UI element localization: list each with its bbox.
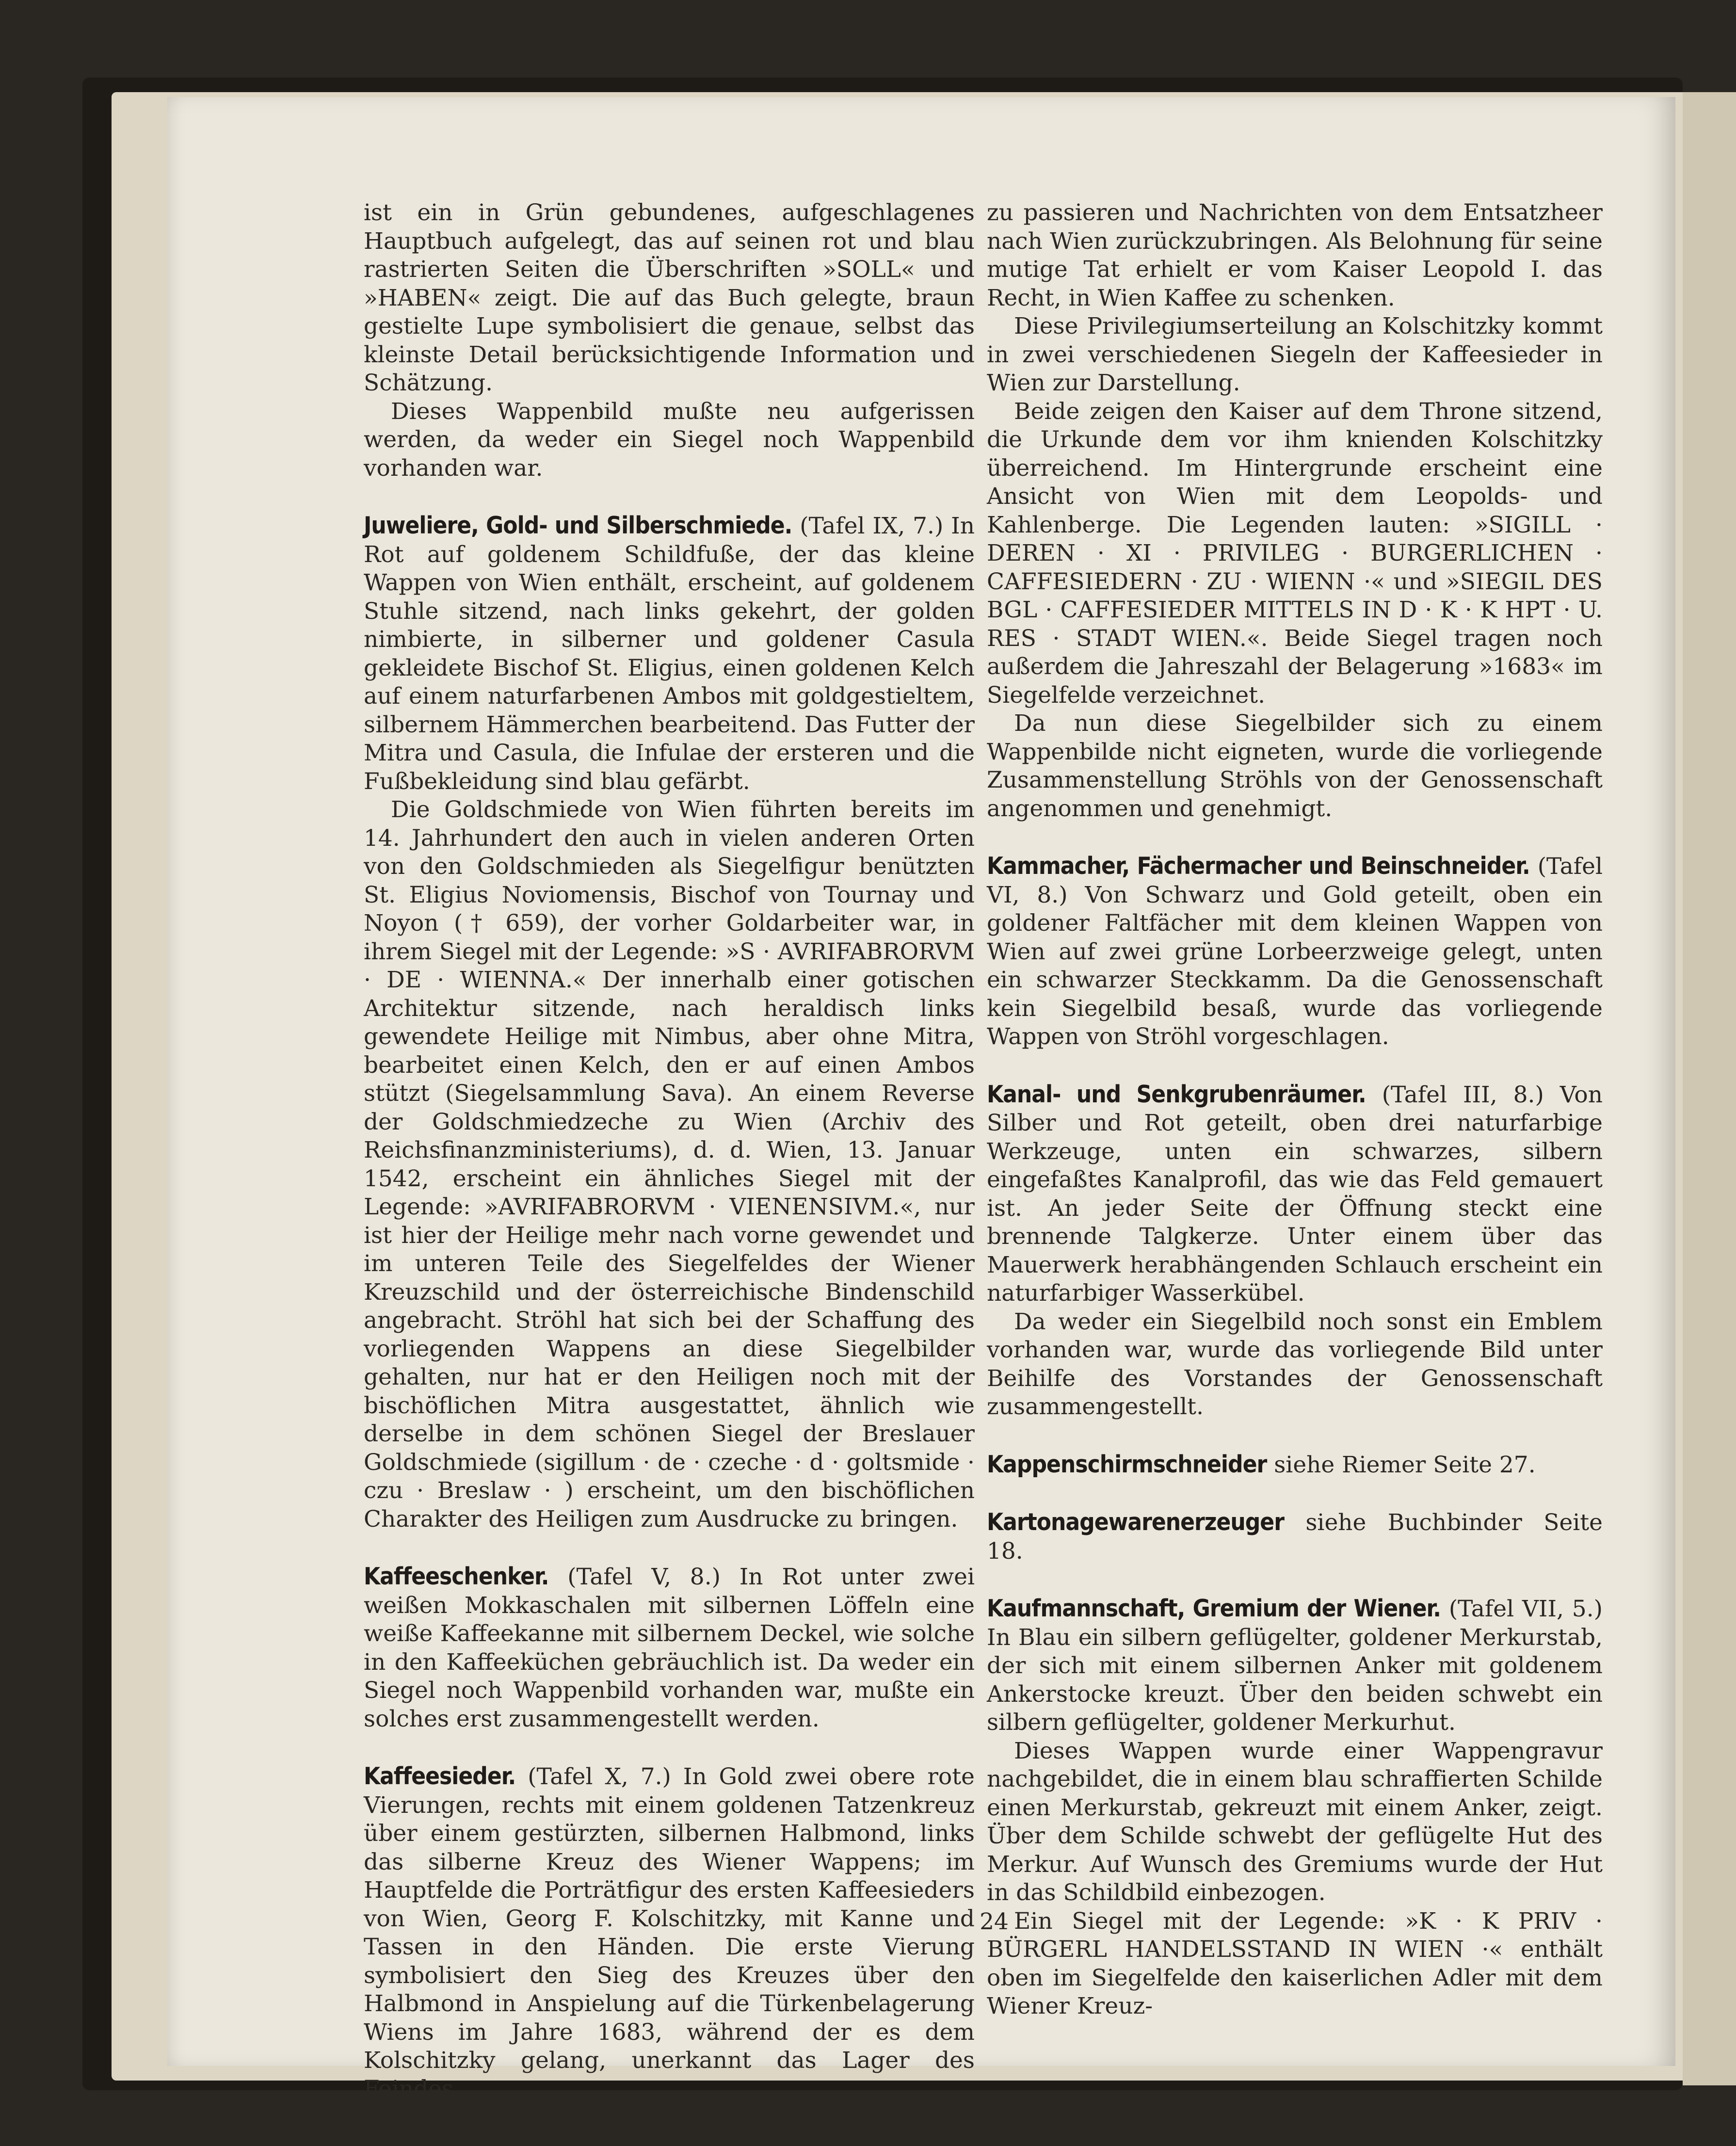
page-number: 24 bbox=[980, 1908, 1009, 1935]
section-gap bbox=[364, 1733, 975, 1762]
paragraph: Ein Siegel mit der Legende: »K · K PRIV · BÜRGERL HANDELSSTAND IN WIEN ·« enthält oben im Siegelfelde den kaiserlichen Adler mit dem Wiener Kreuz- bbox=[987, 1907, 1603, 2019]
paragraph: zu passieren und Nachrichten von dem Entsatzheer nach Wien zurückzubringen. Als Belohnung für seine mutige Tat erhielt er vom Kaiser Leopold I. das Recht, in Wien Kaffee zu schenken. bbox=[987, 199, 1603, 311]
entry-paragraph bbox=[364, 1563, 975, 1733]
section-gap bbox=[987, 1565, 1603, 1595]
entry-heading: Kanal- und Senkgrubenräumer. bbox=[987, 1080, 1366, 1108]
section-gap bbox=[987, 1421, 1603, 1451]
entry-text: siehe Buchbinder Seite 18. bbox=[987, 1509, 1603, 1565]
paragraph: Dieses Wappenbild mußte neu aufgerissen werden, da weder ein Siegel noch Wappenbild vorhanden war. bbox=[364, 398, 975, 482]
entry-heading: Kaufmannschaft, Gremium der Wiener. bbox=[987, 1595, 1441, 1622]
entry-paragraph bbox=[987, 1451, 1603, 1480]
book-gutter bbox=[1683, 92, 1736, 2085]
paragraph: Da nun diese Siegelbilder sich zu einem Wappenbilde nicht eigneten, wurde die vorliegende Zusammenstellung Ströhls von der Genossenschaft angenommen und genehmigt. bbox=[987, 710, 1603, 822]
paragraph: Diese Privilegiumserteilung an Kolschitzky kommt in zwei verschiedenen Siegeln der Kaffeesieder in Wien zur Darstellung. bbox=[987, 313, 1603, 396]
section-gap bbox=[987, 823, 1603, 852]
section-gap bbox=[364, 483, 975, 512]
entry-paragraph bbox=[987, 1081, 1603, 1308]
entry-heading: Kaffeesieder. bbox=[364, 1762, 516, 1790]
entry-paragraph bbox=[987, 1595, 1603, 1737]
section-gap bbox=[987, 1479, 1603, 1508]
entry-heading: Kaffeeschenker. bbox=[364, 1563, 549, 1590]
left-column bbox=[364, 199, 975, 2103]
entry-text: (Tafel X, 7.) In Gold zwei obere rote Vierungen, rechts mit einem goldenen Tatzenkreuz über einem gestürzten, silbernen Halbmond, links das silberne Kreuz des Wiener Wappens; im Hauptfelde die Porträtfigur des ersten Kaffeesieders von Wien, Georg F. Kolschitzky, mit Kanne und Tassen in den Händen. Die erste Vierung symbolisiert den Sieg des Kreuzes über den Halbmond in Anspielung auf die Türkenbelagerung Wiens im Jahre 1683, während der es dem Kolschitzky gelang, unerkannt das Lager des Feindes bbox=[364, 1763, 975, 2102]
right-column bbox=[987, 199, 1603, 2021]
entry-text: (Tafel V, 8.) In Rot unter zwei weißen Mokkaschalen mit silbernen Löffeln eine weiße Kaffeekanne mit silbernem Deckel, wie solche in den Kaffeeküchen gebräuchlich ist. Da weder ein Siegel noch Wappenbild vorhanden war, mußte ein solches erst zusammengestellt werden. bbox=[364, 1564, 975, 1732]
paragraph: Beide zeigen den Kaiser auf dem Throne sitzend, die Urkunde dem vor ihm knienden Kolschitzky überreichend. Im Hintergrunde erscheint eine Ansicht von Wien mit dem Leopolds- und Kahlenberge. Die Legenden lauten: »SIGILL · DEREN · XI · PRIVILEG · BURGERLICHEN · CAFFESIEDERN · ZU · WIENN ·« und »SIEGIL DES BGL · CAFFESIEDER MITTELS IN D · K · K HPT · U. RES · STADT WIEN.«. Beide Siegel tragen noch außerdem die Jahreszahl der Belagerung »1683« im Siegelfelde verzeichnet. bbox=[987, 398, 1603, 709]
entry-heading: Juweliere, Gold- und Silberschmiede. bbox=[364, 512, 792, 539]
entry-heading: Kartonagewarenerzeuger bbox=[987, 1508, 1284, 1536]
entry-text: (Tafel IX, 7.) In Rot auf goldenem Schildfuße, der das kleine Wappen von Wien enthält, erscheint, auf goldenem Stuhle sitzend, nach links gekehrt, der golden nimbierte, in silberner und goldener Casula gekleidete Bischof St. Eligius, einen goldenen Kelch auf einem naturfarbenen Ambos mit goldgestieltem, silbernem Hämmerchen bearbeitend. Das Futter der Mitra und Casula, die Infulae der ersteren und die Fußbekleidung sind blau gefärbt. bbox=[364, 513, 975, 795]
paragraph: Da weder ein Siegelbild noch sonst ein Emblem vorhanden war, wurde das vorliegende Bild unter Beihilfe des Vorstandes der Genossenschaft zusammengestellt. bbox=[987, 1308, 1603, 1420]
entry-paragraph bbox=[987, 852, 1603, 1051]
entry-text: (Tafel VI, 8.) Von Schwarz und Gold geteilt, oben ein goldener Faltfächer mit dem kleinen Wappen von Wien auf zwei grüne Lorbeerzweige gelegt, unten ein schwarzer Steckkamm. Da die Genossenschaft kein Siegelbild besaß, wurde das vorliegende Wappen von Ströhl vorgeschlagen. bbox=[987, 853, 1603, 1050]
paragraph: Dieses Wappen wurde einer Wappengravur nachgebildet, die in einem blau schraffierten Schilde einen Merkurstab, gekreuzt mit einem Anker, zeigt. Über dem Schilde schwebt der geflügelte Hut des Merkur. Auf Wunsch des Gremiums wurde der Hut in das Schildbild einbezogen. bbox=[987, 1737, 1603, 1906]
entry-paragraph bbox=[364, 1762, 975, 2103]
entry-heading: Kammacher, Fächermacher und Beinschneider. bbox=[987, 852, 1530, 880]
entry-text: (Tafel VII, 5.) In Blau ein silbern geflügelter, goldener Merkurstab, der sich mit einem silbernen Anker mit goldenem Ankerstocke kreuzt. Über den beiden schwebt ein silbern geflügelter, goldener Merkurhut. bbox=[987, 1596, 1603, 1736]
paragraph: ist ein in Grün gebundenes, aufgeschlagenes Hauptbuch aufgelegt, das auf seinen rot und blau rastrierten Seiten die Überschriften »SOLL« und »HABEN« zeigt. Die auf das Buch gelegte, braun gestielte Lupe symbolisiert die genaue, selbst das kleinste Detail berücksichtigende Information und Schätzung. bbox=[364, 199, 975, 396]
entry-text: (Tafel III, 8.) Von Silber und Rot geteilt, oben drei naturfarbige Werkzeuge, unten ein schwarzes, silbern eingefaßtes Kanalprofil, das wie das Feld gemauert ist. An jeder Seite der Öffnung steckt eine brennende Talgkerze. Unter einem über das Mauerwerk herabhängenden Schlauch erscheint ein naturfarbiger Wasserkübel. bbox=[987, 1081, 1603, 1307]
entry-heading: Kappenschirmschneider bbox=[987, 1450, 1267, 1478]
entry-text: siehe Riemer Seite 27. bbox=[1267, 1451, 1536, 1478]
section-gap bbox=[364, 1533, 975, 1563]
entry-paragraph bbox=[987, 1508, 1603, 1565]
paragraph: Die Goldschmiede von Wien führten bereits im 14. Jahrhundert den auch in vielen anderen Orten von den Goldschmieden als Siegelfigur benützten St. Eligius Noviomensis, Bischof von Tournay und Noyon († 659), der vorher Goldarbeiter war, in ihrem Siegel mit der Legende: »S · AVRIFABRORVM · DE · WIENNA.« Der innerhalb einer gotischen Architektur sitzende, nach heraldisch links gewendete Heilige mit Nimbus, aber ohne Mitra, bearbeitet einen Kelch, den er auf einen Ambos stützt (Siegelsammlung Sava). An einem Reverse der Goldschmiedzeche zu Wien (Archiv des Reichsfinanzministeriums), d. d. Wien, 13. Januar 1542, erscheint ein ähnliches Siegel mit der Legende: »AVRIFABRORVM · VIENENSIVM.«, nur ist hier der Heilige mehr nach vorne gewendet und im unteren Teile des Siegelfeldes der Wiener Kreuzschild und der österreichische Bindenschild angebracht. Ströhl hat sich bei der Schaffung des vorliegenden Wappens an diese Siegelbilder gehalten, nur hat er den Heiligen noch mit der bischöflichen Mitra ausgestattet, ähnlich wie derselbe in dem schönen Siegel der Breslauer Goldschmiede (sigillum · de · czeche · d · goltsmide · czu · Breslaw · ) erscheint, um den bischöflichen Charakter des Heiligen zum Ausdrucke zu bringen. bbox=[364, 796, 975, 1533]
section-gap bbox=[987, 1051, 1603, 1081]
entry-paragraph bbox=[364, 512, 975, 796]
